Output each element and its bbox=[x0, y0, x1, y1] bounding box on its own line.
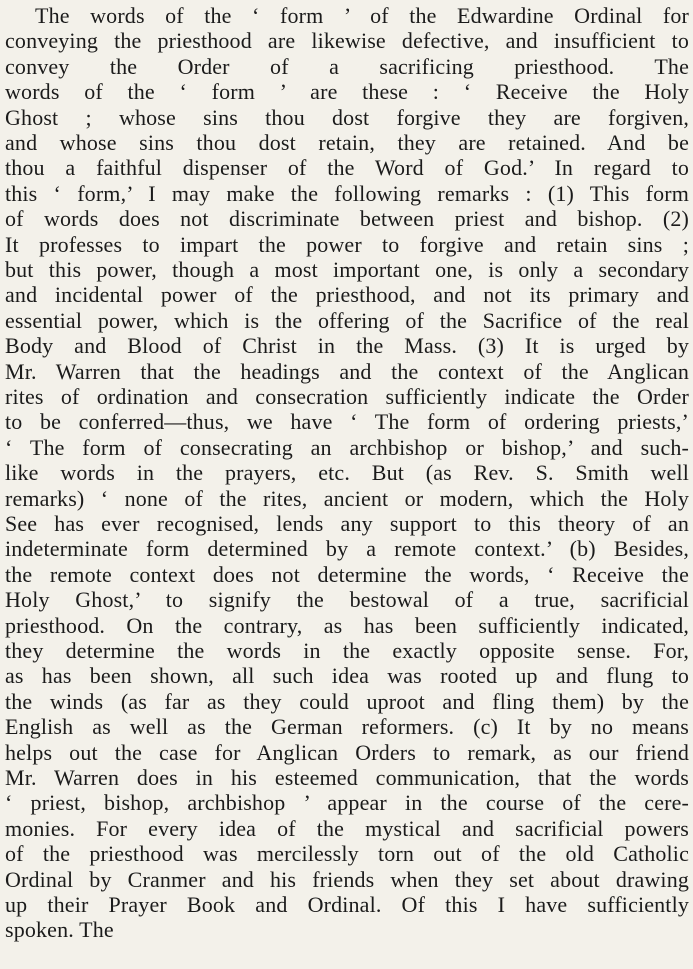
text-line-5: Ghost ; whose sins thou dost forgive they are forgiven, bbox=[5, 104, 689, 130]
text-line-8: this ‘ form,’ I may make the following remarks : (1) This form bbox=[5, 180, 689, 206]
text-line-24: Holy Ghost,’ to signify the bestowal of a true, sacrificial bbox=[5, 587, 689, 613]
text-line-19: like words in the prayers, etc. But (as Rev. S. Smith well bbox=[5, 460, 689, 486]
text-line-25: priesthood. On the contrary, as has been sufficiently indicated, bbox=[5, 612, 689, 638]
text-line-16: rites of ordination and consecration sufficiently indicate the Order bbox=[5, 384, 689, 409]
text-line-34: of the priesthood was mercilessly torn out of the old Catholic bbox=[5, 841, 689, 867]
text-line-15: Mr. Warren that the headings and the context of the Anglican bbox=[5, 358, 689, 384]
text-line-10: It professes to impart the power to forgive and retain sins ; bbox=[5, 231, 689, 257]
text-line-1: The words of the ‘ form ’ of the Edwardine Ordinal for bbox=[35, 3, 689, 28]
text-line-35: Ordinal by Cranmer and his friends when they set about drawing bbox=[5, 866, 689, 892]
text-line-9: of words does not discriminate between priest and bishop. (2) bbox=[5, 206, 689, 232]
text-line-17: to be conferred—thus, we have ‘ The form of ordering priests,’ bbox=[5, 409, 689, 435]
text-line-29: English as well as the German reformers. (c) It by no means bbox=[5, 714, 689, 740]
text-line-7: thou a faithful dispenser of the Word of God.’ In regard to bbox=[5, 155, 689, 181]
text-line-23: the remote context does not determine the words, ‘ Receive the bbox=[5, 561, 689, 587]
text-line-32: ‘ priest, bishop, archbishop ’ appear in the course of the cere- bbox=[5, 790, 689, 816]
text-line-33: monies. For every idea of the mystical and sacrificial powers bbox=[5, 815, 689, 841]
text-line-2: conveying the priesthood are likewise defective, and insufficient to bbox=[5, 28, 689, 54]
text-line-4: words of the ‘ form ’ are these : ‘ Receive the Holy bbox=[5, 79, 689, 105]
text-line-27: as has been shown, all such idea was rooted up and flung to bbox=[5, 663, 689, 689]
text-line-30: helps out the case for Anglican Orders to remark, as our friend bbox=[5, 739, 689, 765]
text-line-31: Mr. Warren does in his esteemed communication, that the words bbox=[5, 765, 689, 790]
text-line-28: the winds (as far as they could uproot and fling them) by the bbox=[5, 688, 689, 714]
text-line-12: and incidental power of the priesthood, and not its primary and bbox=[5, 282, 689, 308]
text-line-21: See has ever recognised, lends any support to this theory of an bbox=[5, 511, 689, 536]
text-line-6: and whose sins thou dost retain, they are retained. And be bbox=[5, 130, 689, 155]
text-line-36: up their Prayer Book and Ordinal. Of this I have sufficiently bbox=[5, 892, 689, 917]
text-line-13: essential power, which is the offering of the Sacrifice of the real bbox=[5, 307, 689, 333]
text-line-20: remarks) ‘ none of the rites, ancient or modern, which the Holy bbox=[5, 485, 689, 511]
text-line-22: indeterminate form determined by a remote context.’ (b) Besides, bbox=[5, 536, 689, 562]
text-line-14: Body and Blood of Christ in the Mass. (3) It is urged by bbox=[5, 333, 689, 359]
text-line-37: spoken. The bbox=[5, 917, 114, 943]
document-page bbox=[5, 0, 689, 969]
text-line-26: they determine the words in the exactly opposite sense. For, bbox=[5, 638, 689, 663]
text-line-18: ‘ The form of consecrating an archbishop or bishop,’ and such- bbox=[5, 434, 689, 460]
text-line-3: convey the Order of a sacrificing priesthood. The bbox=[5, 53, 689, 79]
text-line-11: but this power, though a most important one, is only a secondary bbox=[5, 257, 689, 282]
